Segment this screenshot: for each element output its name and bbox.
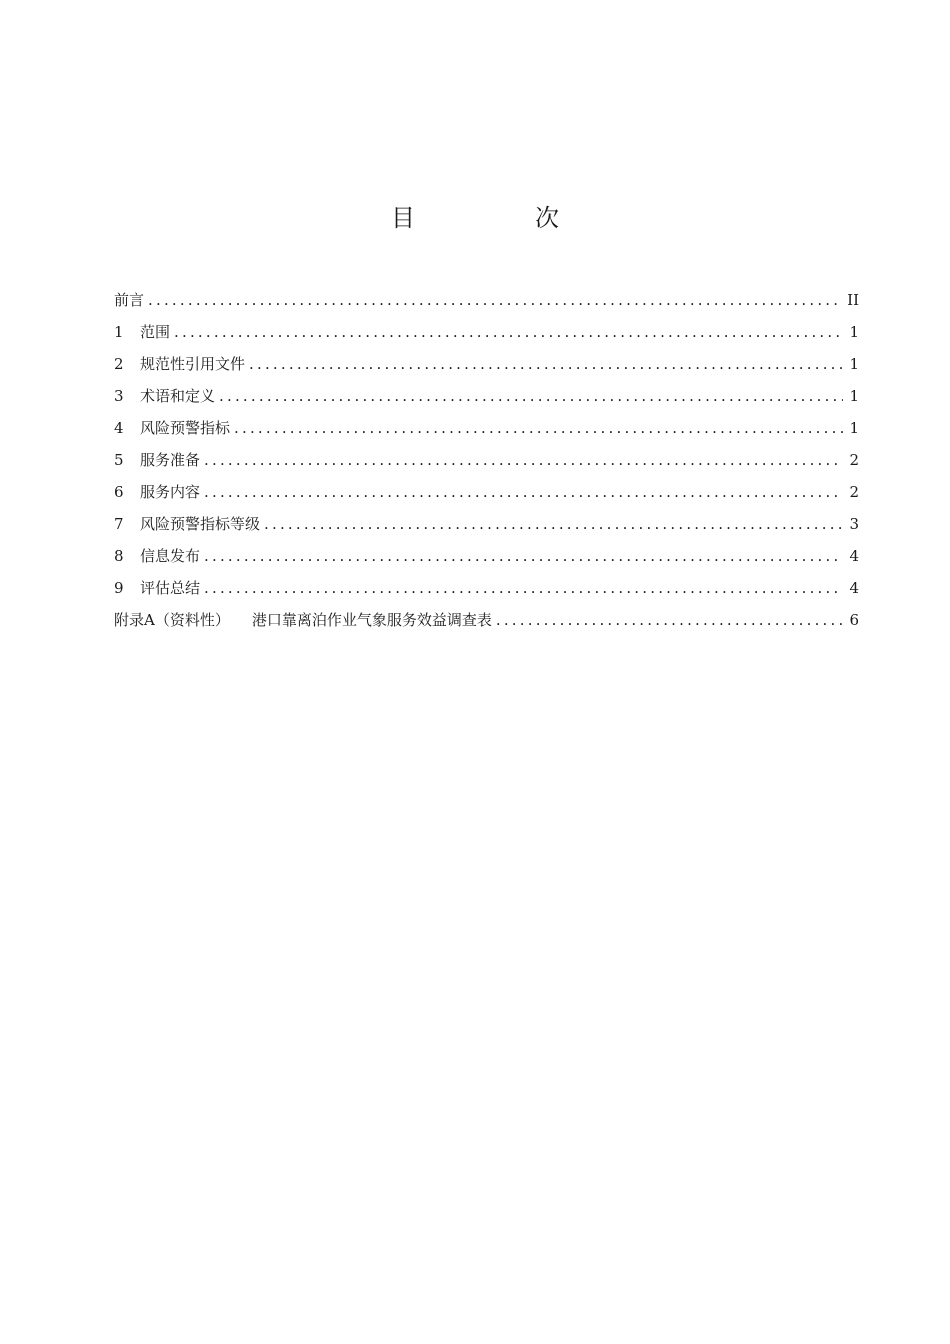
toc-page-number: 1 — [849, 355, 859, 373]
toc-entry-label: 术语和定义 — [140, 387, 216, 405]
toc-page-number: II — [847, 291, 859, 309]
table-of-contents — [114, 284, 859, 636]
dot-leader — [204, 540, 843, 572]
toc-page-number: 4 — [849, 579, 859, 597]
toc-page-number: 6 — [849, 611, 859, 629]
toc-entry-number: 8 — [114, 547, 124, 565]
toc-entry-label: 风险预警指标 — [140, 419, 231, 437]
toc-entry-number: 3 — [114, 387, 124, 405]
toc-entry-label: 信息发布 — [140, 547, 201, 565]
toc-appendix-prefix: 附录A（资料性） — [114, 611, 230, 629]
dot-leader — [148, 284, 841, 316]
toc-page-number: 1 — [849, 419, 859, 437]
toc-entry-3[interactable] — [114, 380, 859, 412]
toc-entry-appendix-a[interactable] — [114, 604, 859, 636]
toc-entry-number: 9 — [114, 579, 124, 597]
toc-entry-number: 6 — [114, 483, 124, 501]
dot-leader — [234, 412, 843, 444]
page-title: 目 次 — [391, 204, 607, 232]
toc-entry-1[interactable] — [114, 316, 859, 348]
toc-entry-label: 评估总结 — [140, 579, 201, 597]
toc-entry-7[interactable] — [114, 508, 859, 540]
toc-page-number: 3 — [849, 515, 859, 533]
dot-leader — [204, 444, 843, 476]
toc-page-number: 1 — [849, 323, 859, 341]
toc-entry-label: 服务准备 — [140, 451, 201, 469]
toc-entry-label: 规范性引用文件 — [140, 355, 246, 373]
dot-leader — [249, 348, 843, 380]
toc-entry-number: 2 — [114, 355, 124, 373]
toc-page-number: 2 — [849, 483, 859, 501]
toc-entry-label: 服务内容 — [140, 483, 201, 501]
toc-entry-number: 5 — [114, 451, 124, 469]
toc-entry-8[interactable] — [114, 540, 859, 572]
dot-leader — [204, 572, 843, 604]
toc-entry-number: 7 — [114, 515, 124, 533]
dot-leader — [219, 380, 843, 412]
toc-page-number: 4 — [849, 547, 859, 565]
toc-entry-foreword[interactable] — [114, 284, 859, 316]
dot-leader — [264, 508, 843, 540]
toc-page-number: 1 — [849, 387, 859, 405]
toc-page-number: 2 — [849, 451, 859, 469]
toc-entry-label: 范围 — [140, 323, 171, 341]
toc-entry-number: 4 — [114, 419, 124, 437]
dot-leader — [174, 316, 843, 348]
toc-entry-6[interactable] — [114, 476, 859, 508]
toc-entry-label: 前言 — [114, 291, 145, 309]
toc-entry-number: 1 — [114, 323, 124, 341]
dot-leader — [496, 604, 844, 636]
toc-entry-2[interactable] — [114, 348, 859, 380]
dot-leader — [204, 476, 843, 508]
toc-entry-label: 风险预警指标等级 — [140, 515, 261, 533]
toc-entry-5[interactable] — [114, 444, 859, 476]
toc-entry-label: 港口靠离泊作业气象服务效益调查表 — [251, 611, 492, 629]
toc-entry-4[interactable] — [114, 412, 859, 444]
toc-entry-9[interactable] — [114, 572, 859, 604]
